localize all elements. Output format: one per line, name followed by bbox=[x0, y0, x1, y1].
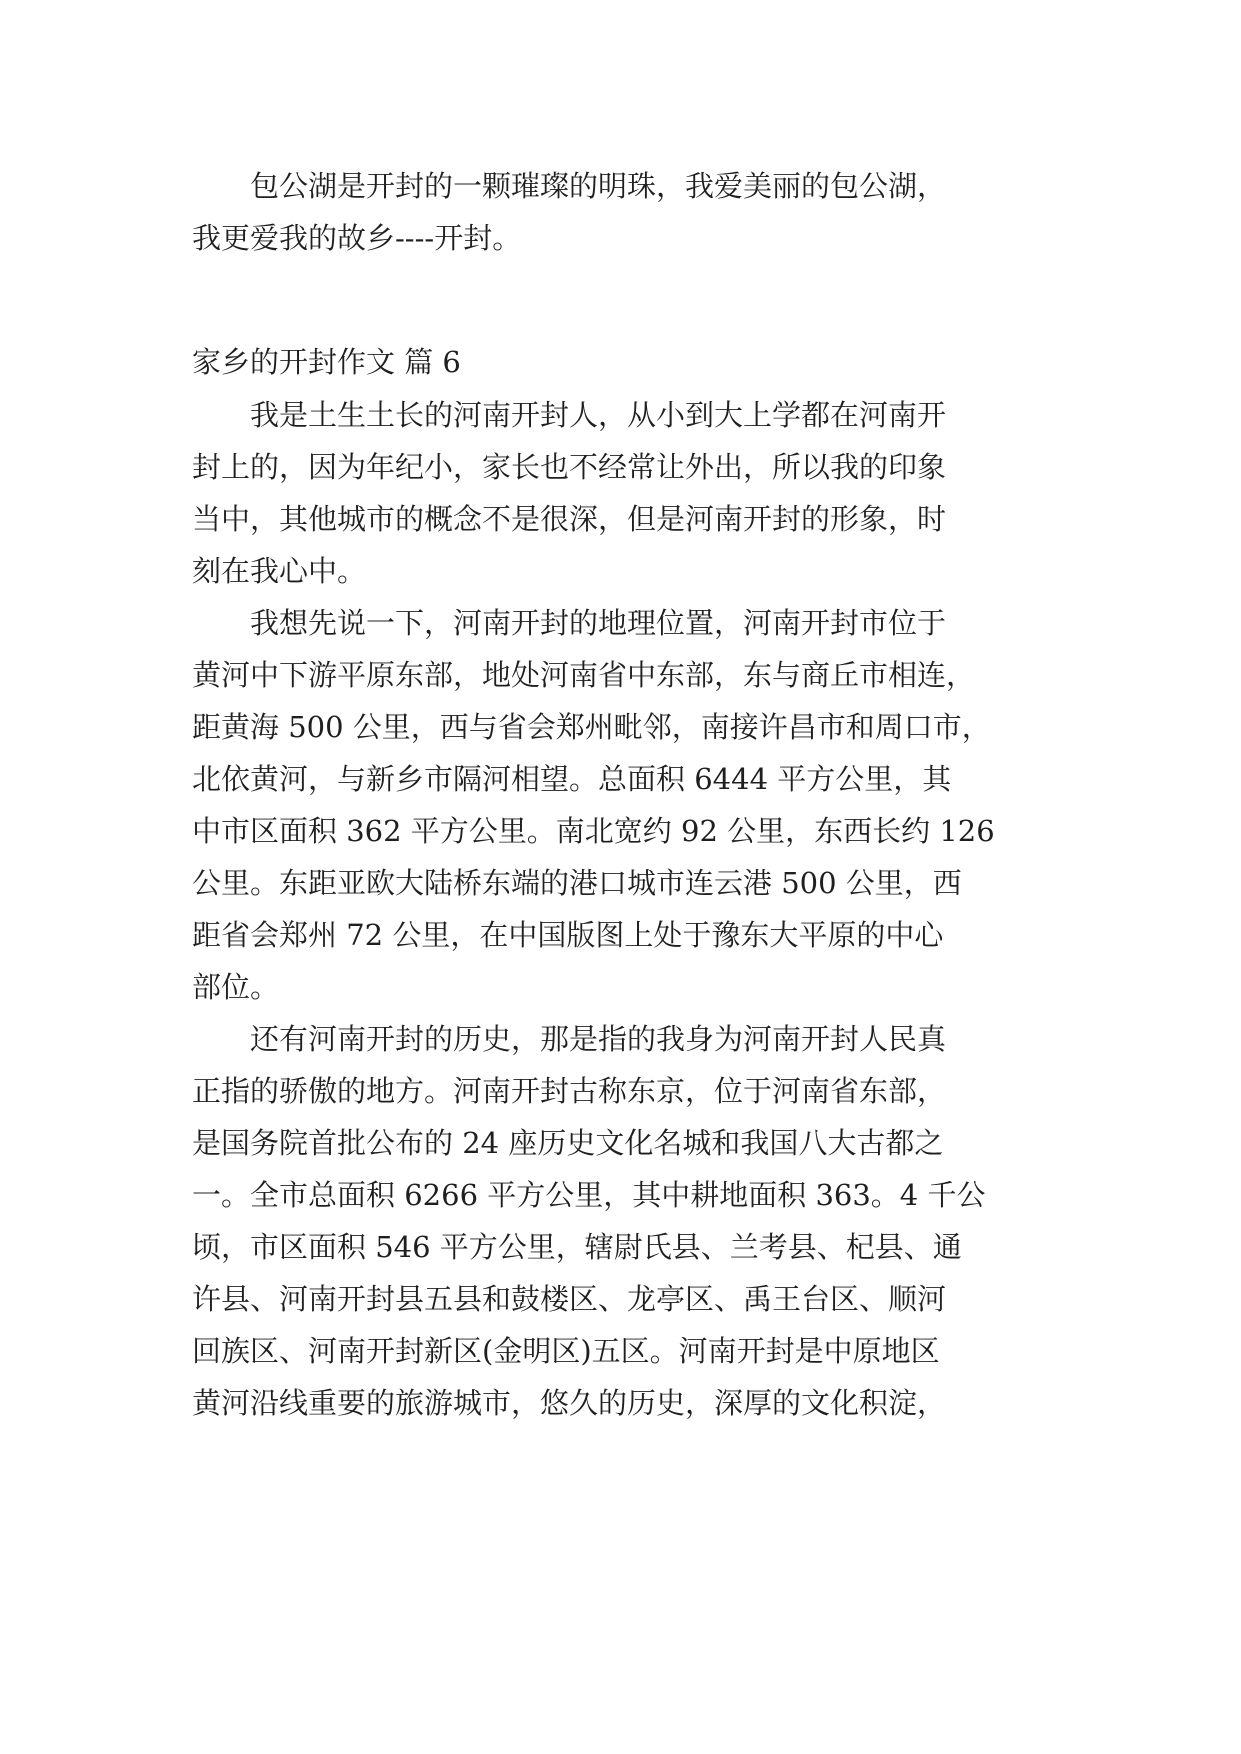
paragraph-line: 我是土生土长的河南开封人，从小到大上学都在河南开 bbox=[250, 398, 947, 432]
section-heading: 家乡的开封作文 篇 6 bbox=[192, 345, 461, 379]
paragraph-line: 中市区面积 362 平方公里。南北宽约 92 公里，东西长约 126 bbox=[192, 814, 995, 848]
paragraph-line: 部位。 bbox=[192, 970, 280, 1004]
paragraph-line: 还有河南开封的历史，那是指的我身为河南开封人民真 bbox=[250, 1022, 947, 1056]
section-body bbox=[192, 389, 1056, 1429]
paragraph-2 bbox=[192, 597, 1056, 1013]
paragraph-line: 封上的，因为年纪小，家长也不经常让外出，所以我的印象 bbox=[192, 450, 947, 484]
paragraph-line: 回族区、河南开封新区(金明区)五区。河南开封是中原地区 bbox=[192, 1334, 940, 1368]
paragraph-line: 黄河中下游平原东部，地处河南省中东部，东与商丘市相连， bbox=[192, 658, 976, 692]
intro-line: 包公湖是开封的一颗璀璨的明珠，我爱美丽的包公湖， bbox=[250, 169, 947, 203]
paragraph-line: 许县、河南开封县五县和鼓楼区、龙亭区、禹王台区、顺河 bbox=[192, 1282, 947, 1316]
paragraph-1 bbox=[192, 389, 1056, 597]
paragraph-line: 顷，市区面积 546 平方公里，辖尉氏县、兰考县、杞县、通 bbox=[192, 1230, 962, 1264]
paragraph-line: 我想先说一下，河南开封的地理位置，河南开封市位于 bbox=[250, 606, 947, 640]
paragraph-line: 一。全市总面积 6266 平方公里，其中耕地面积 363。4 千公 bbox=[192, 1178, 986, 1212]
paragraph-line: 刻在我心中。 bbox=[192, 554, 367, 588]
paragraph-line: 北依黄河，与新乡市隔河相望。总面积 6444 平方公里，其 bbox=[192, 762, 952, 796]
intro-line: 我更爱我的故乡----开封。 bbox=[192, 221, 522, 255]
paragraph-line: 当中，其他城市的概念不是很深，但是河南开封的形象，时 bbox=[192, 502, 947, 536]
paragraph-line: 黄河沿线重要的旅游城市，悠久的历史，深厚的文化积淀， bbox=[192, 1386, 947, 1420]
paragraph-line: 距黄海 500 公里，西与省会郑州毗邻，南接许昌市和周口市， bbox=[192, 710, 991, 744]
paragraph-line: 正指的骄傲的地方。河南开封古称东京，位于河南省东部， bbox=[192, 1074, 947, 1108]
paragraph-line: 距省会郑州 72 公里，在中国版图上处于豫东大平原的中心 bbox=[192, 918, 944, 952]
paragraph-line: 公里。东距亚欧大陆桥东端的港口城市连云港 500 公里，西 bbox=[192, 866, 962, 900]
paragraph-line: 是国务院首批公布的 24 座历史文化名城和我国八大古都之 bbox=[192, 1126, 944, 1160]
paragraph-3 bbox=[192, 1013, 1056, 1429]
intro-paragraph bbox=[192, 160, 1056, 264]
